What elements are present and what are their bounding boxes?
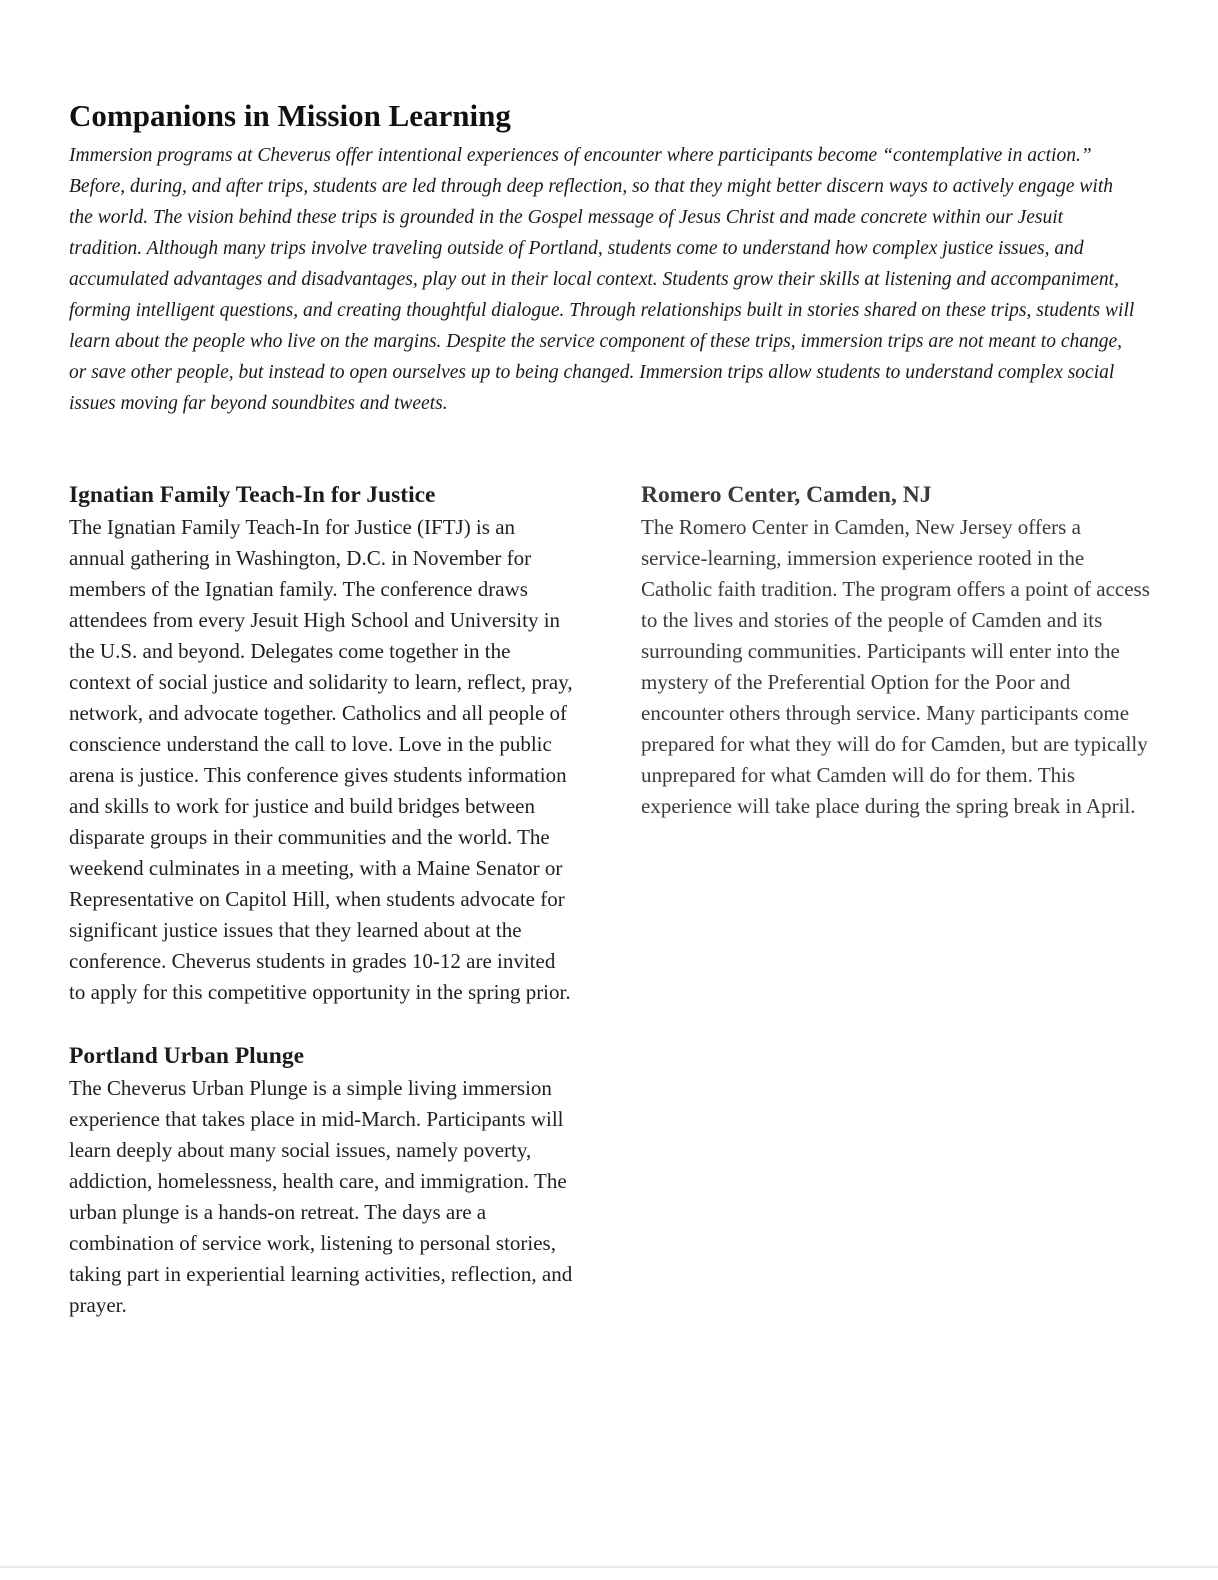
section-romero-center <box>641 478 1151 822</box>
section-body: The Cheverus Urban Plunge is a simple living immersion experience that takes place in mid-March. Participants will learn deeply about many social issues, namely poverty, addiction, homelessness, health care, and immigration. The urban plunge is a hands-on retreat. The days are a combination of service work, listening to personal stories, taking part in experiential learning activities, reflection, and prayer. <box>69 1076 573 1317</box>
section-body: The Romero Center in Camden, New Jersey offers a service-learning, immersion experience rooted in the Catholic faith tradition. The program offers a point of access to the lives and stories of the people of Camden and its surrounding communities. Participants will enter into the mystery of the Preferential Option for the Poor and encounter others through service. Many participants come prepared for what they will do for Camden, but are typically unprepared for what Camden will do for them. This experience will take place during the spring break in April. <box>641 515 1150 818</box>
left-column <box>69 478 574 1352</box>
right-column <box>641 478 1151 853</box>
section-ignatian-teach-in <box>69 478 574 1008</box>
page-bottom-edge <box>0 1566 1218 1568</box>
page-title: Companions in Mission Learning <box>69 98 511 133</box>
intro-paragraph: Immersion programs at Cheverus offer intentional experiences of encounter where participants become “contemplative in action.” Before, during, and after trips, students are led through deep reflection, so that they might better discern ways to actively engage with the world. The vision behind these trips is grounded in the Gospel message of Jesus Christ and made concrete within our Jesuit tradition. Although many trips involve traveling outside of Portland, students come to understand how complex justice issues, and accumulated advantages and disadvantages, play out in their local context. Students grow their skills at listening and accompaniment, forming intelligent questions, and creating thoughtful dialogue. Through relationships built in stories shared on these trips, students will learn about the people who live on the margins. Despite the service component of these trips, immersion trips are not meant to change, or save other people, but instead to open ourselves up to being changed. Immersion trips allow students to understand complex social issues moving far beyond soundbites and tweets. <box>69 145 1135 414</box>
section-body: The Ignatian Family Teach-In for Justice (IFTJ) is an annual gathering in Washington, D.C. in November for members of the Ignatian family. The conference draws attendees from every Jesuit High School and University in the U.S. and beyond. Delegates come together in the context of social justice and solidarity to learn, reflect, pray, network, and advocate together. Catholics and all people of conscience understand the call to love. Love in the public arena is justice. This conference gives students information and skills to work for justice and build bridges between disparate groups in their communities and the world. The weekend culminates in a meeting, with a Maine Senator or Representative on Capitol Hill, when students advocate for significant justice issues that they learned about at the conference. Cheverus students in grades 10-12 are invited to apply for this competitive opportunity in the spring prior. <box>69 515 573 1004</box>
section-heading: Ignatian Family Teach-In for Justice <box>69 482 436 508</box>
section-heading: Portland Urban Plunge <box>69 1043 305 1069</box>
section-urban-plunge <box>69 1039 574 1321</box>
section-heading: Romero Center, Camden, NJ <box>641 482 932 508</box>
